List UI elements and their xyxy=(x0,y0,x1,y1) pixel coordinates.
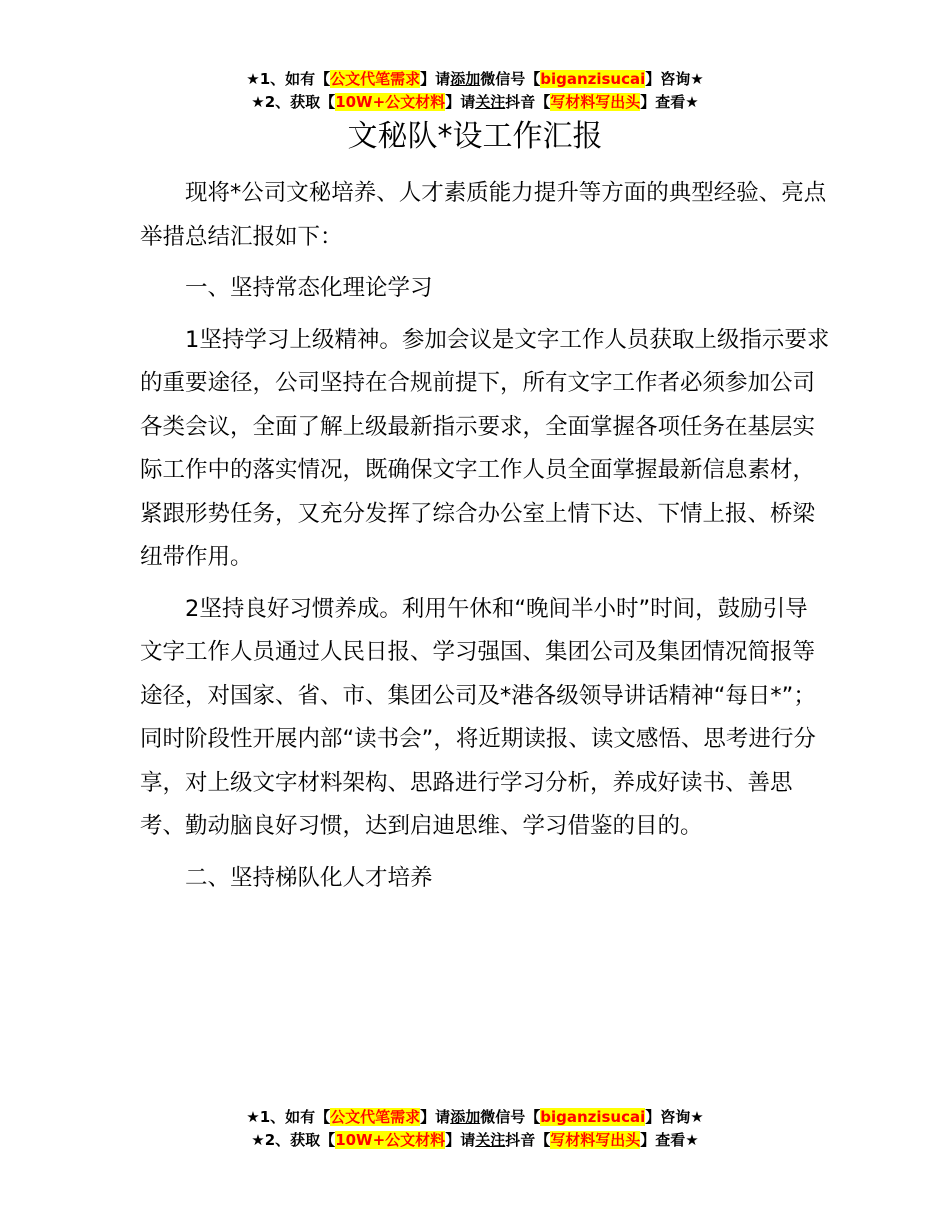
banner-underline: 关注 xyxy=(475,1131,506,1149)
banner-text: 】请 xyxy=(420,70,451,88)
banner-line-2 xyxy=(0,91,950,114)
banner-line-1 xyxy=(0,1106,950,1129)
banner-highlight: 写材料写出头 xyxy=(550,1131,641,1149)
banner-text: 微信号【 xyxy=(480,70,541,88)
banner-underline: 添加 xyxy=(450,70,481,88)
paragraph-item-1: 1坚持学习上级精神。参加会议是文字工作人员获取上级指示要求的重要途径，公司坚持在合规前提下，所有文字工作者必须参加公司各类会议，全面了解上级最新指示要求，全面掌握各项任务在基层实际工作中的落实情况，既确保文字工作人员全面掌握最新信息素材，紧跟形势任务，又充分发挥了综合办公室上情下达、下情上报、桥梁纽带作用。 xyxy=(140,326,830,570)
banner-underline: 关注 xyxy=(475,93,506,111)
banner-highlight: 10W+公文材料 xyxy=(335,93,446,111)
section-heading-1: 一、坚持常态化理论学习 xyxy=(185,275,433,301)
document-title: 文秘队*设工作汇报 xyxy=(347,119,603,154)
banner-text: 】查看★ xyxy=(640,93,699,111)
banner-text: 】请 xyxy=(420,1108,451,1126)
banner-text: ★2、获取【 xyxy=(251,1131,336,1149)
banner-highlight: 写材料写出头 xyxy=(550,93,641,111)
banner-highlight: biganzisucai xyxy=(540,1108,646,1126)
banner-text: 】请 xyxy=(445,1131,476,1149)
banner-highlight: 公文代笔需求 xyxy=(330,1108,421,1126)
banner-highlight: 10W+公文材料 xyxy=(335,1131,446,1149)
document-body xyxy=(140,172,830,900)
banner-text: 微信号【 xyxy=(480,1108,541,1126)
footer-banner xyxy=(0,1106,950,1152)
banner-text: ★1、如有【 xyxy=(246,1108,331,1126)
banner-text: ★1、如有【 xyxy=(246,70,331,88)
banner-line-1 xyxy=(0,68,950,91)
banner-text: 】咨询★ xyxy=(645,1108,704,1126)
banner-text: 】查看★ xyxy=(640,1131,699,1149)
banner-text: 抖音【 xyxy=(505,93,551,111)
paragraph-intro: 现将*公司文秘培养、人才素质能力提升等方面的典型经验、亮点举措总结汇报如下： xyxy=(140,180,827,250)
banner-highlight: biganzisucai xyxy=(540,70,646,88)
section-heading-2: 二、坚持梯队化人才培养 xyxy=(185,864,433,891)
paragraph-item-2: 2坚持良好习惯养成。利用午休和“晚间半小时”时间，鼓励引导文字工作人员通过人民日报、学习强国、集团公司及集团情况简报等途径，对国家、省、市、集团公司及*港各级领导讲话精神“每日*”；同时阶段性开展内部“读书会”，将近期读报、读文感悟、思考进行分享，对上级文字材料架构、思路进行学习分析，养成好读书、善思考、勤动脑良好习惯，达到启迪思维、学习借鉴的目的。 xyxy=(140,595,816,839)
banner-text: 】咨询★ xyxy=(645,70,704,88)
banner-text: 】请 xyxy=(445,93,476,111)
banner-text: 抖音【 xyxy=(505,1131,551,1149)
banner-text: ★2、获取【 xyxy=(251,93,336,111)
banner-highlight: 公文代笔需求 xyxy=(330,70,421,88)
header-banner xyxy=(0,68,950,114)
banner-underline: 添加 xyxy=(450,1108,481,1126)
banner-line-2 xyxy=(0,1129,950,1152)
